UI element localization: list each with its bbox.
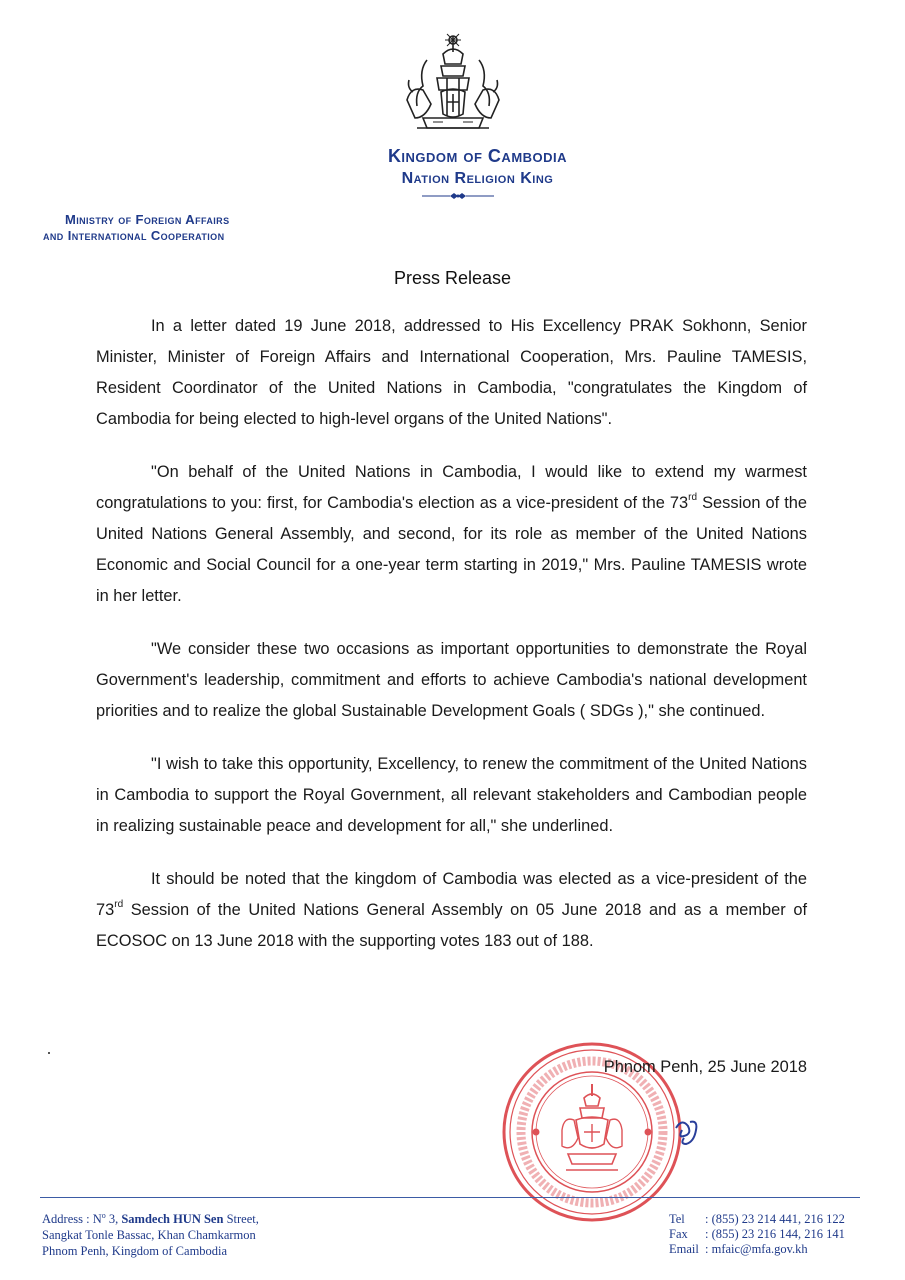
paragraph-1: In a letter dated 19 June 2018, addressed to His Excellency PRAK Sokhonn, Senior Minister, Minister of Foreign Affairs and International Cooperation, Mrs. Pauline TAMESIS, Resident Coordinator of the United Nations in Cambodia, "congratulates the Kingdom of Cambodia for being elected to high-level organs of the United Nations". (96, 317, 807, 428)
royal-coat-of-arms-icon (397, 30, 509, 142)
national-motto: Nation Religion King (401, 170, 554, 187)
ministry-name (43, 212, 229, 244)
ministry-line-1: Ministry of Foreign Affairs (65, 212, 230, 227)
kingdom-title: Kingdom of Cambodia (387, 146, 568, 166)
address-line-1: Address : $N^o$ 3, Samdech HUN Sen Street, (42, 1211, 259, 1227)
address-line-3: Phnom Penh, Kingdom of Cambodia (42, 1244, 228, 1259)
signature-icon (668, 1110, 708, 1150)
paragraph-2: "On behalf of the United Nations in Cambodia, I would like to extend my warmest congratulations to you: first, for Cambodia's election as a vice-president of the 73rd Session of the United Nations General Assembly, and second, for its role as member of the United Nations Economic and Social Council for a one-year term starting in 2019," Mrs. Pauline TAMESIS wrote in her letter. (96, 463, 807, 605)
ornament-divider-icon (420, 191, 496, 201)
document-body (96, 311, 807, 979)
footer-divider (40, 1197, 860, 1198)
contact-tel: Tel : (855) 23 214 441, 216 122 (669, 1212, 845, 1226)
contact-fax: Fax : (855) 23 216 144, 216 141 (669, 1227, 845, 1241)
scan-speck (48, 1052, 50, 1054)
paragraph-3: "We consider these two occasions as important opportunities to demonstrate the Royal Government's leadership, commitment and efforts to achieve Cambodia's national development priorities and to realize the global Sustainable Development Goals ( SDGs )," she continued. (96, 640, 807, 720)
paragraph-5: It should be noted that the kingdom of Cambodia was elected as a vice-president of the 73rd Session of the United Nations General Assembly on 05 June 2018 and as a member of ECOSOC on 13 June 2018 with the supporting votes 183 out of 188. (96, 870, 807, 950)
footer-contacts (669, 1212, 845, 1257)
document-title: Press Release (393, 268, 512, 288)
contact-email: Email : mfaic@mfa.gov.kh (669, 1242, 808, 1256)
address-line-2: Sangkat Tonle Bassac, Khan Chamkarmon (42, 1228, 256, 1243)
paragraph-4: "I wish to take this opportunity, Excellency, to renew the commitment of the United Nations in Cambodia to support the Royal Government, all relevant stakeholders and Cambodian people in realizing sustainable peace and development for all," she underlined. (96, 755, 807, 835)
place-and-date: Phnom Penh, 25 June 2018 (603, 1058, 807, 1076)
ministry-line-2: and International Cooperation (43, 228, 225, 243)
footer-address (42, 1208, 259, 1259)
